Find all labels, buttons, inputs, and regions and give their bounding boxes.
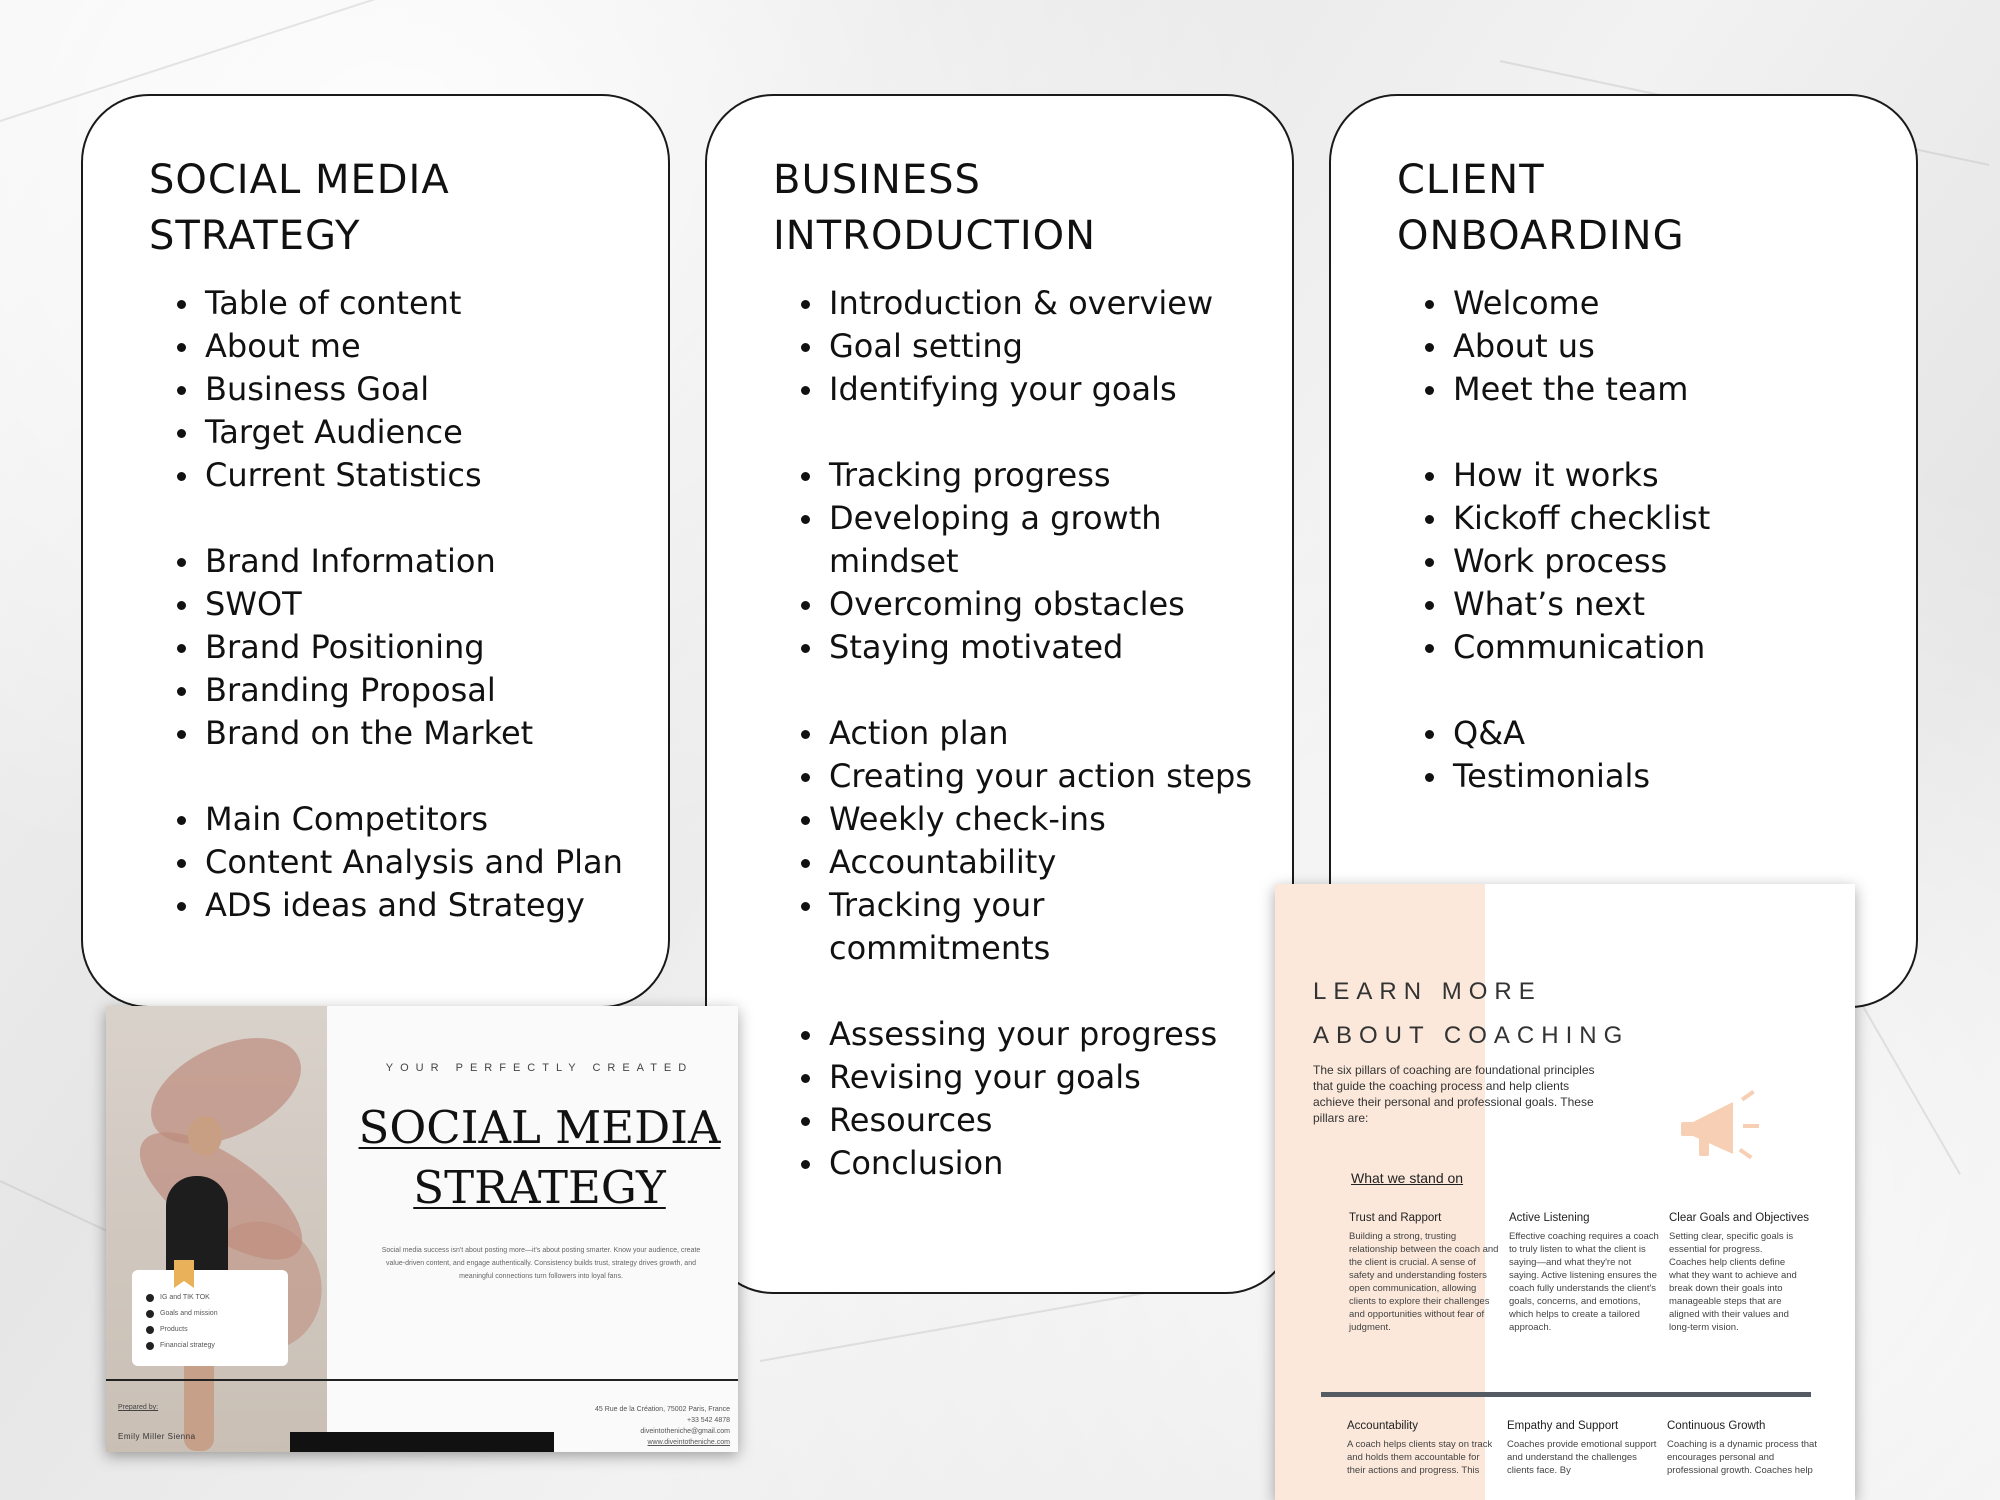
author-name: Emily Miller Sienna — [118, 1432, 196, 1441]
list-item: SWOT — [149, 583, 628, 626]
list-item: Current Statistics — [149, 454, 628, 497]
list-item: Tracking your commitments — [773, 884, 1252, 970]
checklist-card — [132, 1270, 288, 1366]
list-item: Brand Positioning — [149, 626, 628, 669]
checklist-item: Financial strategy — [146, 1338, 278, 1354]
card-item-list — [149, 282, 628, 927]
list-item: Table of content — [149, 282, 628, 325]
list-item: Assessing your progress — [773, 1013, 1252, 1056]
list-item: Action plan — [773, 712, 1252, 755]
list-item: Brand on the Market — [149, 712, 628, 755]
coaching-heading: LEARN MORE ABOUT COACHING — [1313, 978, 1630, 1049]
list-item: About us — [1397, 325, 1876, 368]
list-item: Identifying your goals — [773, 368, 1252, 411]
card-business-introduction — [705, 94, 1294, 1294]
pillar-growth: Continuous Growth Coaching is a dynamic process that encourages personal and professional growth. Coaches help — [1667, 1420, 1817, 1476]
checklist-item: Goals and mission — [146, 1306, 278, 1322]
list-item: Accountability — [773, 841, 1252, 884]
card-title: SOCIAL MEDIA STRATEGY — [149, 157, 450, 259]
stand-on-heading: What we stand on — [1351, 1170, 1464, 1186]
list-item: Communication — [1397, 626, 1876, 669]
coaching-intro: The six pillars of coaching are foundational principles that guide the coaching process and help clients achieve their personal and professional goals. These pillars are: — [1313, 1063, 1595, 1125]
list-item: Creating your action steps — [773, 755, 1252, 798]
list-item: Kickoff checklist — [1397, 497, 1876, 540]
pillar-goals: Clear Goals and Objectives Setting clear, specific goals is essential for progress. Coaches help clients define what they want to achieve and break down their goals into manageable steps that are aligned with their values and long-term vision. — [1669, 1212, 1809, 1333]
pillar-listening: Active Listening Effective coaching requires a coach to truly listen to what the client is saying—and what they're not saying. Active listening ensures the coach fully understands the client's goals, concerns, and emotions, which helps to create a tailored approach. — [1509, 1212, 1659, 1333]
list-item: Weekly check-ins — [773, 798, 1252, 841]
list-item: Staying motivated — [773, 626, 1252, 669]
list-item: Goal setting — [773, 325, 1252, 368]
check-icon — [146, 1310, 154, 1318]
card-title: CLIENT ONBOARDING — [1397, 157, 1685, 259]
list-item: Work process — [1397, 540, 1876, 583]
card-client-onboarding — [1329, 94, 1918, 1008]
megaphone-icon — [1675, 1084, 1765, 1164]
list-item: Business Goal — [149, 368, 628, 411]
divider — [106, 1379, 738, 1381]
list-item: Q&A — [1397, 712, 1876, 755]
checklist-item: Products — [146, 1322, 278, 1338]
dancer-photo — [106, 1006, 327, 1452]
social-media-strategy-preview — [106, 1006, 738, 1452]
list-item: Tracking progress — [773, 454, 1252, 497]
list-item: What’s next — [1397, 583, 1876, 626]
card-item-list — [773, 282, 1252, 1185]
list-item: Welcome — [1397, 282, 1876, 325]
marble-vein — [1859, 1001, 1961, 1175]
list-item: Meet the team — [1397, 368, 1876, 411]
pillar-accountability: Accountability A coach helps clients stay on track and holds them accountable for their actions and progress. This — [1347, 1420, 1493, 1476]
list-item: Brand Information — [149, 540, 628, 583]
card-title: BUSINESS INTRODUCTION — [773, 157, 1097, 259]
prepared-by-label: Prepared by: — [118, 1404, 159, 1411]
list-item: Testimonials — [1397, 755, 1876, 798]
divider — [1321, 1392, 1811, 1397]
check-icon — [146, 1294, 154, 1302]
check-icon — [146, 1342, 154, 1350]
bookmark-icon — [174, 1260, 194, 1288]
preview-title: SOCIAL MEDIA STRATEGY — [358, 1101, 721, 1214]
list-item: Revising your goals — [773, 1056, 1252, 1099]
list-item: How it works — [1397, 454, 1876, 497]
list-item: ADS ideas and Strategy — [149, 884, 628, 927]
list-item: Developing a growth mindset — [773, 497, 1252, 583]
list-item: Main Competitors — [149, 798, 628, 841]
pillar-empathy: Empathy and Support Coaches provide emotional support and understand the challenges clients face. By — [1507, 1420, 1657, 1476]
list-item: Target Audience — [149, 411, 628, 454]
card-social-media-strategy — [81, 94, 670, 1008]
preview-kicker: YOUR PERFECTLY CREATED — [385, 1062, 694, 1074]
list-item: Resources — [773, 1099, 1252, 1142]
list-item: Content Analysis and Plan — [149, 841, 628, 884]
list-item: Introduction & overview — [773, 282, 1252, 325]
list-item: Conclusion — [773, 1142, 1252, 1185]
contact-block: 45 Rue de la Création, 75002 Paris, France +33 542 4878 diveintotheniche@gmail.com www.diveintotheniche.com — [594, 1406, 730, 1446]
list-item: Branding Proposal — [149, 669, 628, 712]
card-item-list — [1397, 282, 1876, 798]
list-item: Overcoming obstacles — [773, 583, 1252, 626]
list-item: About me — [149, 325, 628, 368]
checklist-item: IG and TIK TOK — [146, 1290, 278, 1306]
footer-bar — [290, 1432, 554, 1452]
preview-body-text: Social media success isn't about posting more—it's about posting smarter. Know your audience, create value-driven content, and engage authentically. Consistency builds trust, strategy drives growth, and meaningful connections turn followers into loyal fans. — [381, 1247, 701, 1280]
pillar-trust: Trust and Rapport Building a strong, trusting relationship between the coach and the client is crucial. A sense of safety and understanding fosters open communication, allowing clients to explore their challenges and opportunities without fear of judgment. — [1349, 1212, 1499, 1333]
check-icon — [146, 1326, 154, 1334]
coaching-preview — [1275, 884, 1855, 1500]
